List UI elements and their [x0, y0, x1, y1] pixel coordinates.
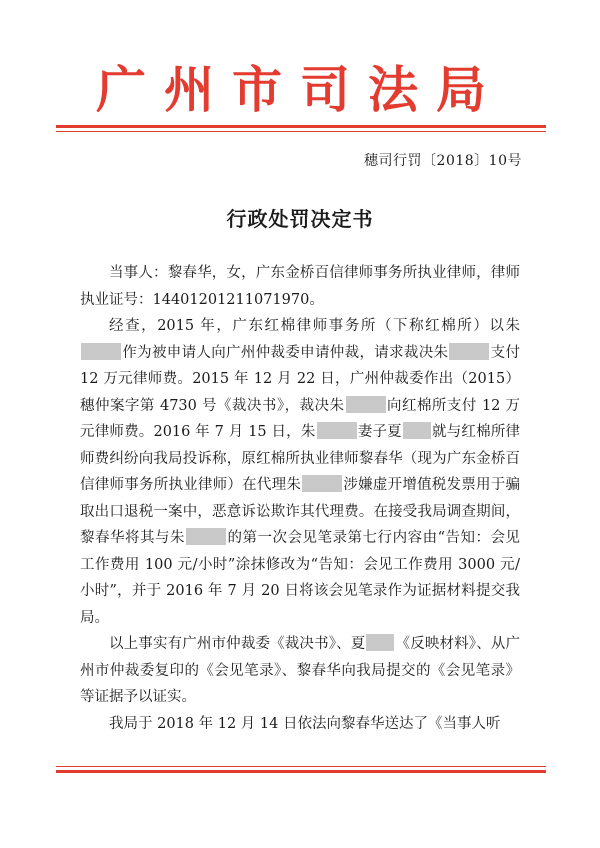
paragraph-text: 就与红棉所律师费纠纷向我局投诉称，原红棉所执业律师黎春华（现为广东金桥百信律师事务所执业律师）在代理朱: [80, 424, 521, 493]
redaction-block: [366, 634, 394, 651]
paragraph-evidence: [80, 631, 520, 711]
redaction-block: [81, 343, 121, 360]
paragraph-text: 妻子夏: [357, 424, 402, 440]
paragraph-hearing-notice: [80, 711, 520, 738]
paragraph-text: 作为被申请人向广州仲裁委申请仲裁，请求裁决朱: [122, 344, 449, 361]
redaction-block: [302, 475, 342, 492]
footer-divider-thin: [56, 766, 546, 767]
footer-divider-thick: [56, 770, 546, 773]
document-title: 行政处罚决定书: [226, 207, 374, 231]
document-body: [80, 260, 520, 737]
redaction-block: [403, 422, 431, 439]
redaction-block: [346, 396, 386, 413]
document-number: 穗司行罚〔2018〕10号: [364, 153, 522, 169]
paragraph-text: 经查，2015 年，广东红棉律师事务所（下称红棉所）以朱: [109, 318, 520, 334]
redaction-block: [317, 422, 357, 439]
paragraph-text: 支付 12 万元律师费。2015 年 12 月 22 日，广州仲裁委作出（2015）穗仲案字第 4730 号《裁决书》，裁决朱: [80, 344, 520, 414]
issuing-authority-header: 广州市司法局: [96, 60, 504, 119]
paragraph-party: [80, 260, 520, 313]
header-divider-thick: [56, 125, 546, 128]
paragraph-text: 我局于 2018 年 12 月 14 日依法向黎春华送达了《当事人听: [109, 715, 501, 732]
paragraph-text: 以上事实有广州市仲裁委《裁决书》、夏: [109, 636, 366, 652]
paragraph-text: 涉嫌虚开增值税发票用于骗取出口退税一案中，恶意诉讼欺诈其代理费。在接受我局调查期间，黎春华将其与朱: [80, 477, 521, 546]
paragraph-text: 当事人：黎春华，女，广东金桥百信律师事务所执业律师，律师执业证号：14401201211071970。: [80, 265, 520, 308]
header-divider-thin: [56, 131, 546, 132]
paragraph-text: 《反映材料》、从广州市仲裁委复印的《会见笔录》、黎春华向我局提交的《会见笔录》等证据予以证实。: [80, 636, 521, 705]
redaction-block: [449, 343, 489, 360]
redaction-block: [186, 528, 226, 545]
paragraph-text: 的第一次会见笔录第七行内容由“告知：会见工作费用 100 元/小时”涂抹修改为“告知：会见工作费用 3000 元/小时”，并于 2016 年 7 月 20 日将该会见笔录作为证据材料提交我局。: [80, 530, 521, 626]
paragraph-text: 向红棉所支付 12 万元律师费。2016 年 7 月 15 日，朱: [80, 397, 520, 440]
paragraph-facts: [80, 313, 520, 631]
